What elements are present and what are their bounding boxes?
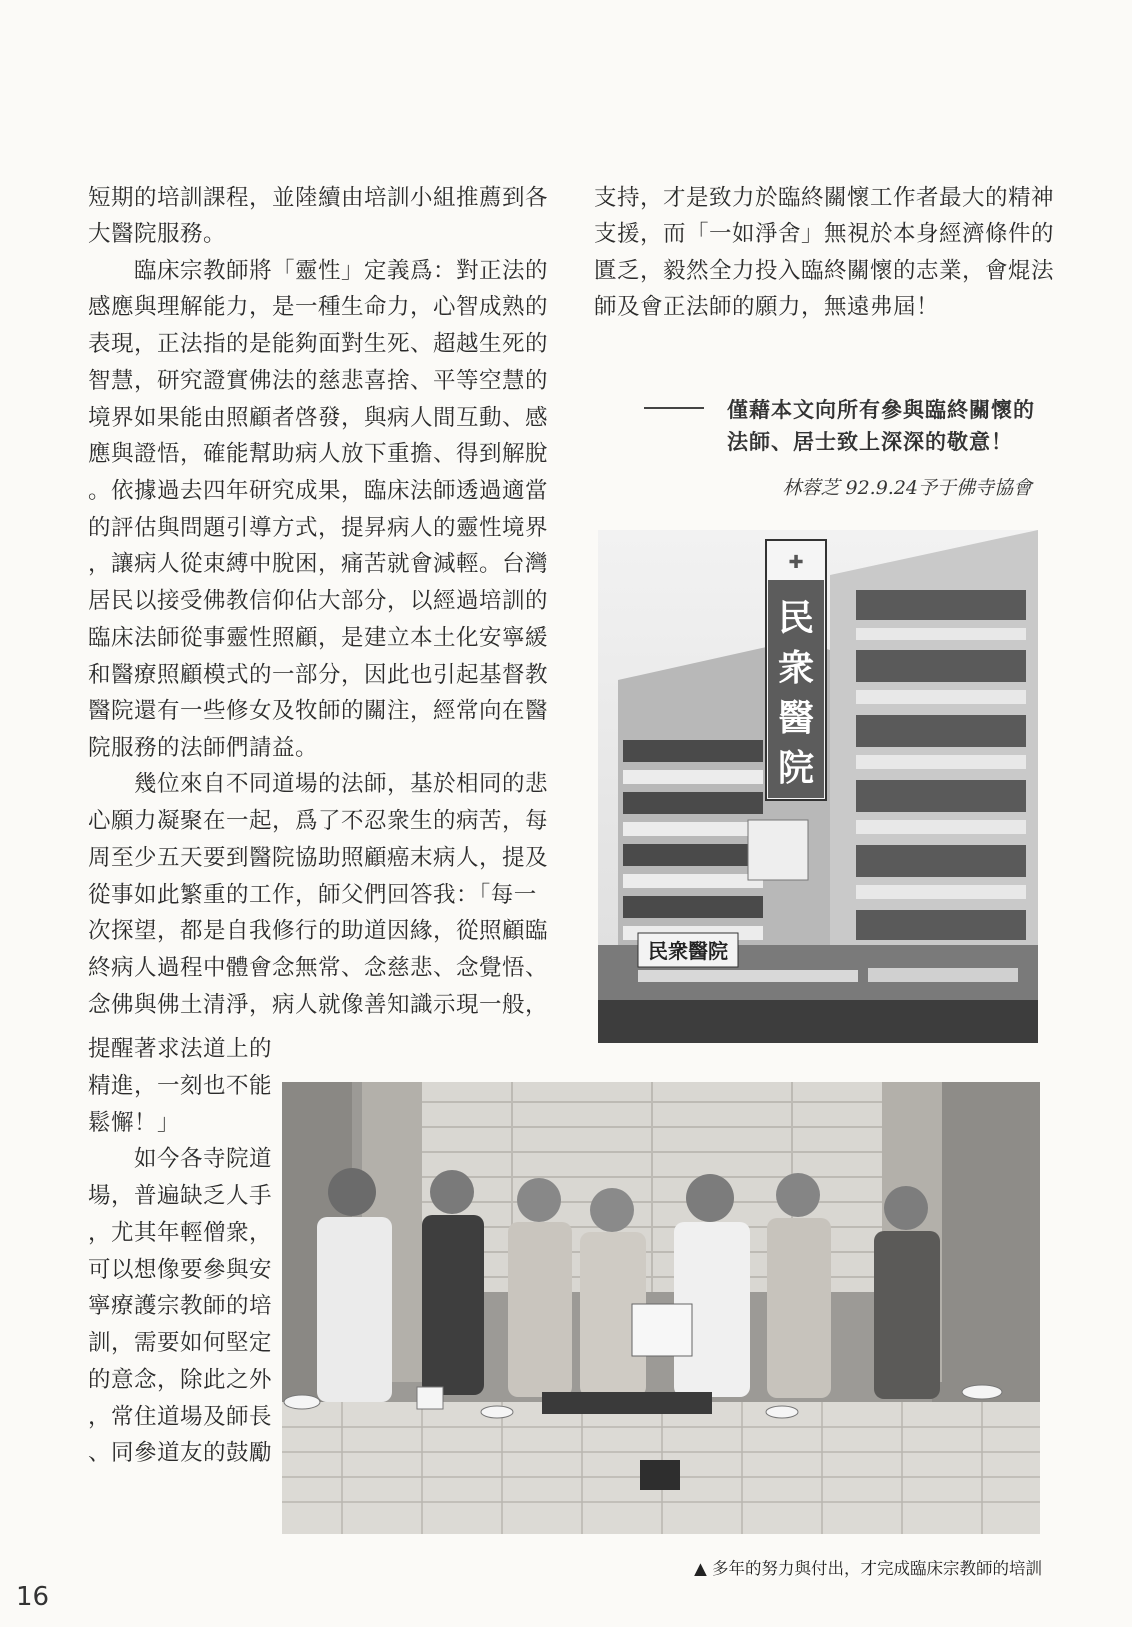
text-line: 可以想像要參與安 — [88, 1257, 273, 1283]
dedication-line: 法師、居士致上深深的敬意！ — [727, 430, 1013, 454]
text-line: 的評估與問題引導方式，提昇病人的靈性境界 — [88, 515, 549, 541]
text-line: 境界如果能由照顧者啓發，與病人間互動、感 — [88, 405, 549, 431]
text-line: 院服務的法師們請益。 — [88, 735, 319, 761]
text-line: 師及會正法師的願力，無遠弗屆！ — [594, 294, 940, 320]
text-line: 短期的培訓課程，並陸續由培訓小組推薦到各 — [88, 185, 549, 211]
text-line: 應與證悟，確能幫助病人放下重擔、得到解脫 — [88, 441, 549, 467]
text-line: 次探望，都是自我修行的助道因緣，從照顧臨 — [88, 918, 549, 944]
text-line: 精進，一刻也不能 — [88, 1073, 273, 1099]
dedication-line: 僅藉本文向所有參與臨終關懷的 — [727, 398, 1035, 422]
text-line: 支援，而「一如淨舍」無視於本身經濟條件的 — [594, 221, 1055, 247]
text-line: 、同參道友的鼓勵 — [88, 1440, 273, 1466]
dedication-dash — [644, 407, 704, 409]
text-line: 支持，才是致力於臨終關懷工作者最大的精神 — [594, 185, 1055, 211]
text-line: 的意念，除此之外 — [88, 1367, 273, 1393]
sign-char: 衆 — [777, 648, 815, 689]
sign-char: 民 — [777, 598, 815, 639]
text-line: 心願力凝聚在一起，爲了不忍衆生的病苦，每 — [88, 808, 549, 834]
text-line: 和醫療照顧模式的一部分，因此也引起基督教 — [88, 662, 549, 688]
text-line: 周至少五天要到醫院協助照顧癌末病人，提及 — [88, 845, 549, 871]
sign-char: 院 — [777, 748, 815, 789]
text-line: 訓，需要如何堅定 — [88, 1330, 273, 1356]
text-line: 智慧，研究證實佛法的慈悲喜捨、平等空慧的 — [88, 368, 549, 394]
sign-char: 醫 — [777, 698, 815, 739]
text-line: ，尤其年輕僧衆， — [88, 1220, 273, 1246]
text-line: 從事如此繁重的工作，師父們回答我：「每一 — [88, 882, 537, 908]
svg-text:✚: ✚ — [788, 552, 804, 573]
signature: 林蓉芝 92.9.24予于佛寺協會 — [782, 477, 1032, 499]
text-line: 醫院還有一些修女及牧師的關注，經常向在醫 — [88, 698, 549, 724]
group-photo — [282, 1082, 1040, 1534]
text-line: 鬆懈！」 — [88, 1110, 181, 1136]
text-line: 表現，正法指的是能夠面對生死、超越生死的 — [88, 331, 549, 357]
text-line: 幾位來自不同道場的法師，基於相同的悲 — [88, 771, 549, 797]
photo-caption: ▲ 多年的努力與付出，才完成臨床宗教師的培訓 — [694, 1559, 1042, 1578]
text-line: ，讓病人從束縛中脫困，痛苦就會減輕。台灣 — [88, 551, 549, 577]
text-line: 臨床法師從事靈性照顧，是建立本土化安寧緩 — [88, 625, 549, 651]
text-line: 臨床宗教師將「靈性」定義爲：對正法的 — [88, 258, 549, 284]
text-line: 場，普遍缺乏人手 — [88, 1183, 273, 1209]
hospital-photo — [598, 530, 1038, 1043]
text-line: 如今各寺院道 — [88, 1146, 273, 1172]
storefront-sign: 民衆醫院 — [648, 939, 728, 963]
text-line: 大醫院服務。 — [88, 221, 227, 247]
text-line: ，常住道場及師長 — [88, 1404, 273, 1430]
text-line: 匱乏，毅然全力投入臨終關懷的志業，會焜法 — [594, 258, 1055, 284]
text-line: 提醒著求法道上的 — [88, 1036, 273, 1062]
page-number: 16 — [16, 1582, 50, 1612]
text-line: 。依據過去四年研究成果，臨床法師透過適當 — [88, 478, 549, 504]
text-line: 居民以接受佛教信仰佔大部分，以經過培訓的 — [88, 588, 549, 614]
text-line: 念佛與佛土清淨，病人就像善知識示現一般， — [88, 992, 549, 1018]
text-line: 感應與理解能力，是一種生命力，心智成熟的 — [88, 294, 549, 320]
text-line: 終病人過程中體會念無常、念慈悲、念覺悟、 — [88, 955, 549, 981]
text-line: 寧療護宗教師的培 — [88, 1293, 273, 1319]
